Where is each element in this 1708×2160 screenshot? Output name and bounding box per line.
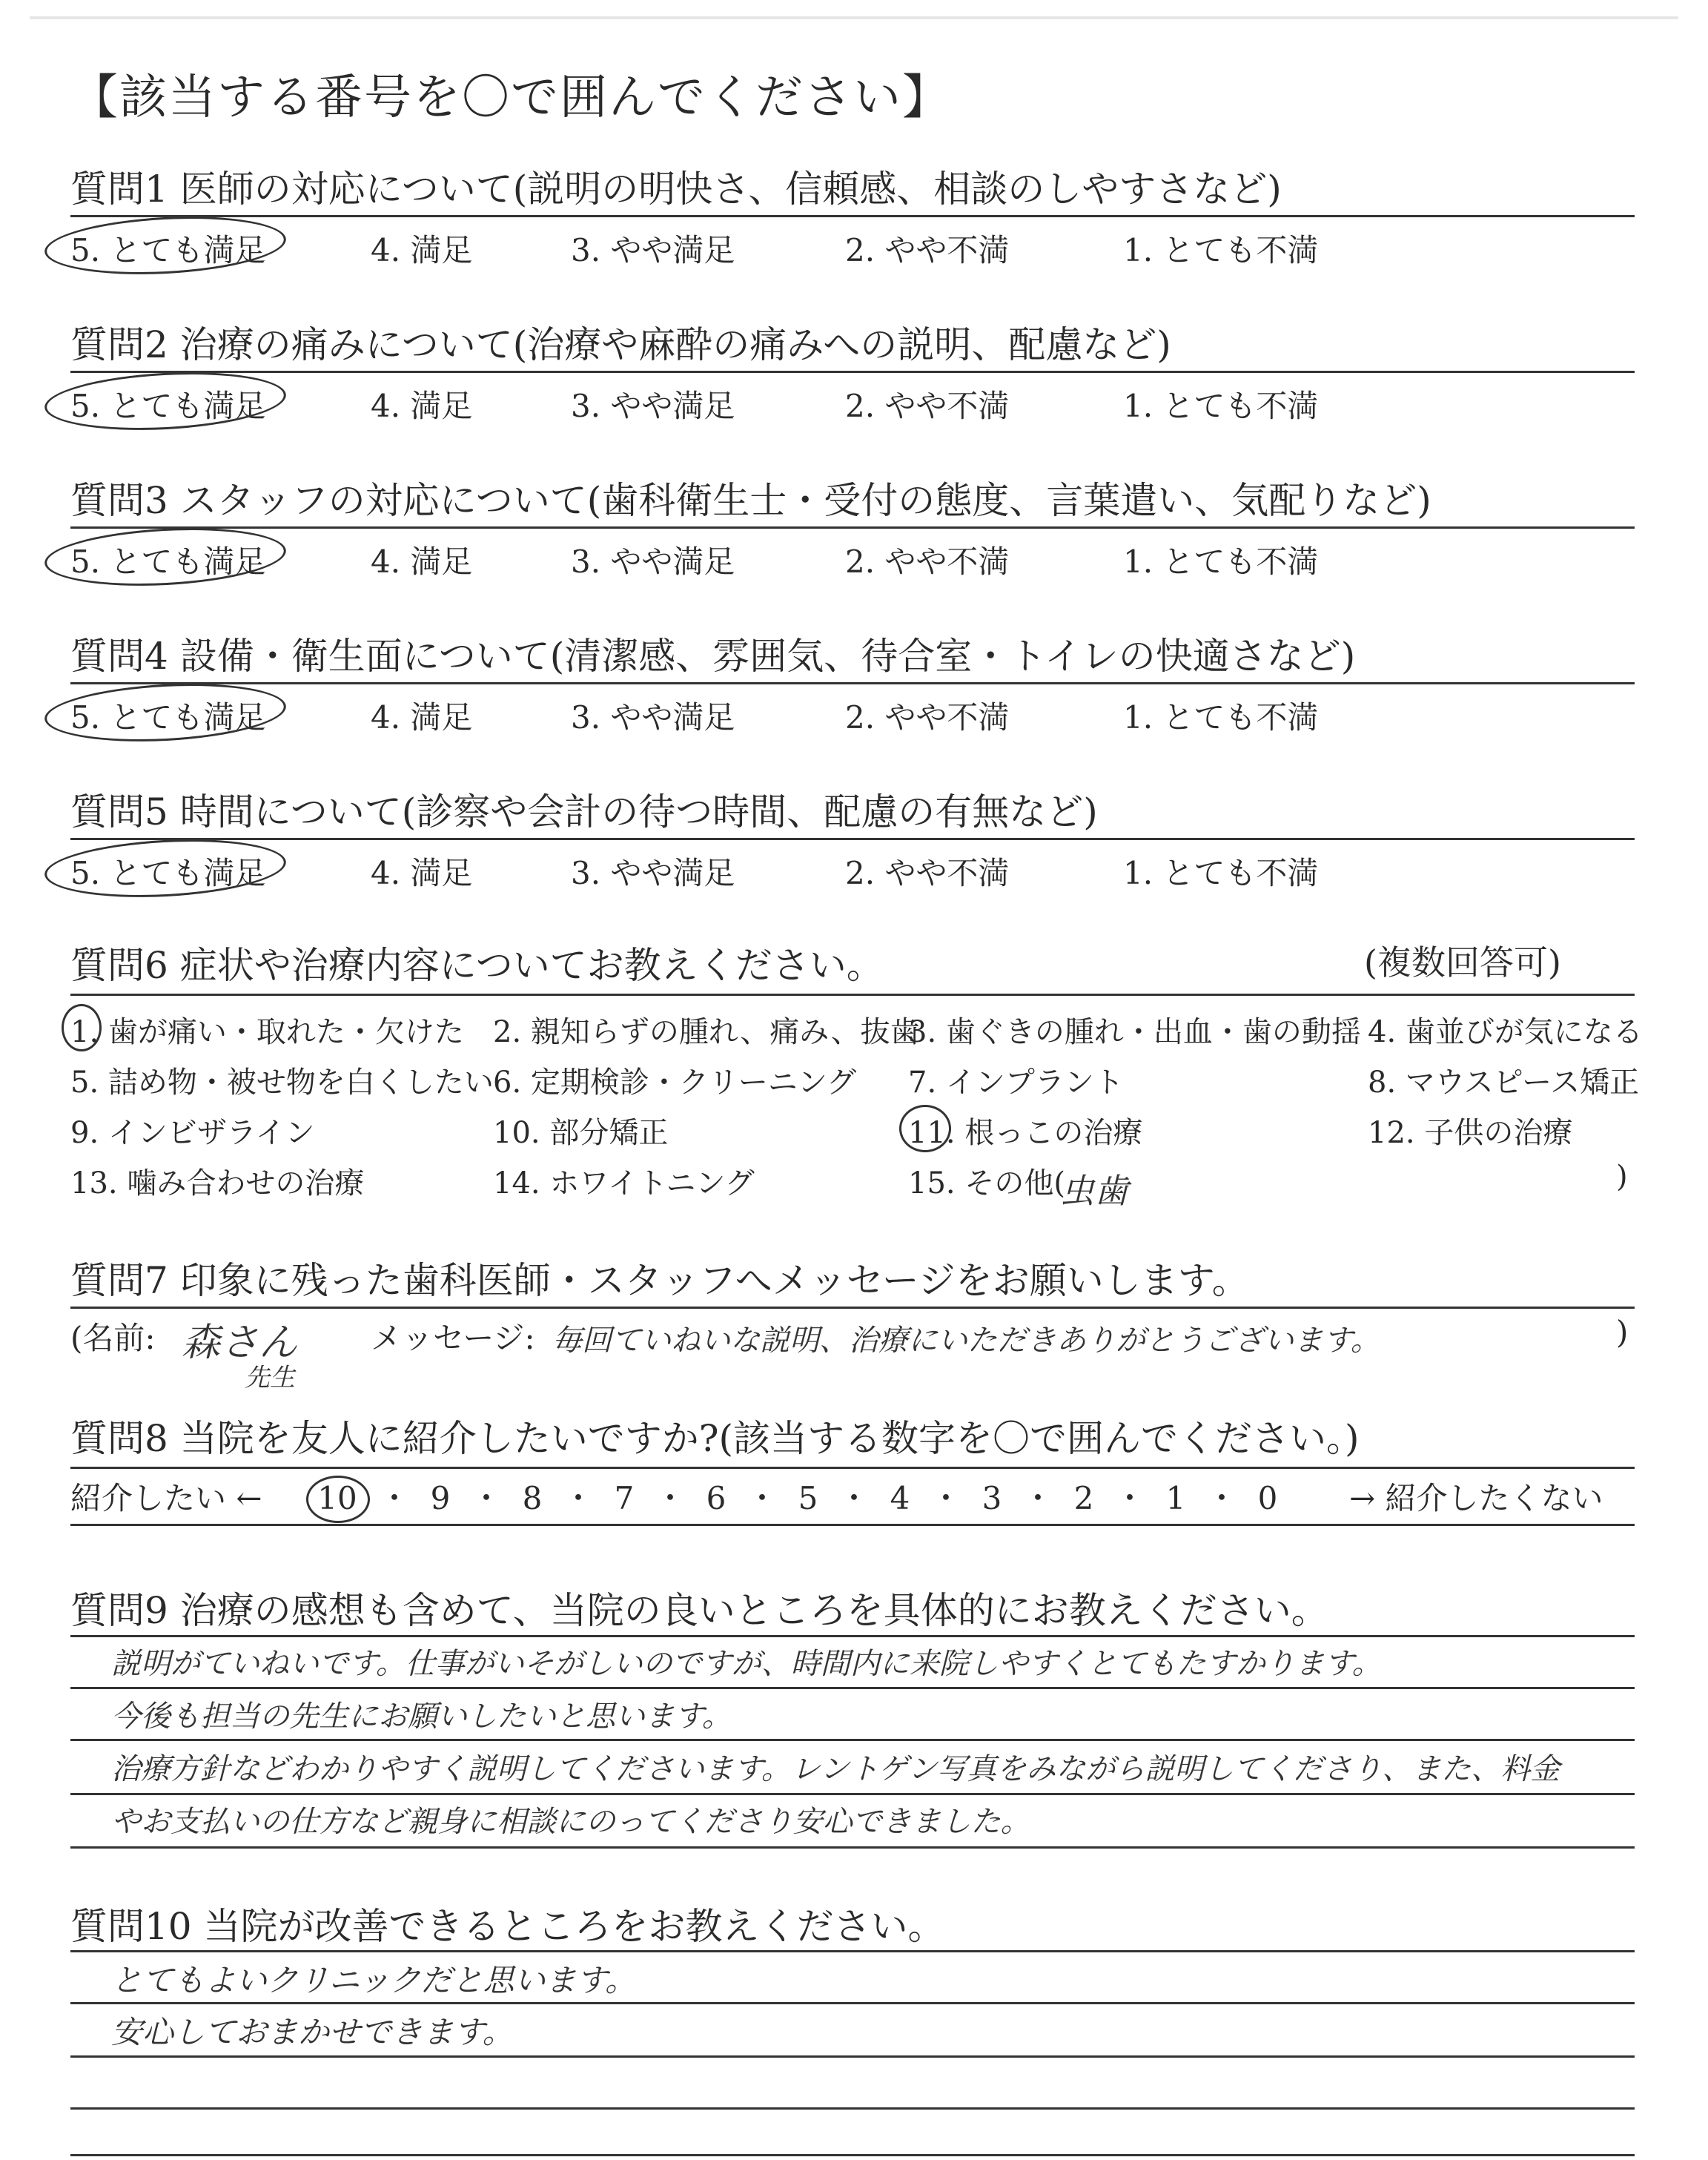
q6-option-3: 3. 歯ぐきの腫れ・出血・歯の動揺 [908,1015,1361,1049]
q4-option-2: 2. やや不満 [845,699,1010,736]
q6-option-13: 13. 噛み合わせの治療 [70,1166,365,1200]
q8-number-7: 7 [614,1480,635,1516]
q6-option-16: ) [1616,1160,1628,1194]
q6-selected-circle-11 [899,1105,951,1152]
q1-option-5: 5. とても満足 [70,232,266,268]
q4-option-3: 3. やや満足 [571,699,735,736]
q3-rule [70,526,1635,529]
q2-option-1: 1. とても不満 [1123,388,1319,424]
q6-option-9: 9. インビザライン [70,1116,315,1150]
q3-option-5: 5. とても満足 [70,544,266,580]
q6-option-15: 15. その他( [908,1166,1065,1200]
q4-heading: 質問4 設備・衛生面について(清潔感、雰囲気、待合室・トイレの快適さなど) [70,635,1356,678]
q8-separator-dot: ・ [1205,1480,1237,1516]
q10-heading: 質問10 当院が改善できるところをお教えください。 [70,1905,945,1948]
q6-option-11: 11. 根っこの治療 [908,1116,1143,1150]
q2-option-4: 4. 満足 [371,388,473,424]
q7-message-value: 毎回ていねいな説明、治療にいただきありがとうございます。 [552,1324,1380,1358]
q8-number-9: 9 [430,1480,451,1516]
top-border [30,16,1678,19]
q8-number-4: 4 [890,1480,910,1516]
q7-name-sub: 先生 [245,1363,295,1393]
q8-number-5: 5 [798,1480,818,1516]
q9-rule-0 [70,1635,1635,1637]
q8-number-3: 3 [982,1480,1002,1516]
q6-rule [70,994,1635,996]
q9-rule-1 [70,1687,1635,1689]
q6-option-14: 14. ホワイトニング [493,1166,755,1200]
q8-number-6: 6 [706,1480,726,1516]
q5-option-5: 5. とても満足 [70,855,266,891]
q4-option-5: 5. とても満足 [70,699,266,736]
q6-option-5: 5. 詰め物・被せ物を白くしたい [70,1066,494,1100]
q6-note: (複数回答可) [1364,942,1561,982]
q2-heading: 質問2 治療の痛みについて(治療や麻酔の痛みへの説明、配慮など) [70,323,1171,366]
q9-answer-line-3: 治療方針などわかりやすく説明してくださいます。レントゲン写真をみながら説明してくださり、また、料金 [111,1752,1560,1786]
q3-option-3: 3. やや満足 [571,544,735,580]
q3-option-2: 2. やや不満 [845,544,1010,580]
q8-bottom-rule [70,1524,1635,1526]
q9-answer-line-1: 説明がていねいです。仕事がいそがしいのですが、時間内に来院しやすくとてもたすかります。 [111,1647,1382,1681]
q6-other-answer: 虫歯 [1060,1171,1128,1211]
q5-option-3: 3. やや満足 [571,855,735,891]
q1-option-3: 3. やや満足 [571,232,735,268]
q1-option-4: 4. 満足 [371,232,473,268]
q9-rule-4 [70,1846,1635,1849]
q9-answer-line-4: やお支払いの仕方など親身に相談にのってくださり安心できました。 [111,1805,1030,1839]
q2-option-5: 5. とても満足 [70,388,266,424]
q8-heading: 質問8 当院を友人に紹介したいですか?(該当する数字を〇で囲んでください。) [70,1417,1360,1460]
q8-left-label: 紹介したい ← [70,1480,262,1516]
q9-heading: 質問9 治療の感想も含めて、当院の良いところを具体的にお教えください。 [70,1589,1328,1632]
q10-rule-0 [70,1950,1635,1952]
q8-right-label: → 紹介したくない [1349,1480,1603,1516]
q10-answer-line-1: とてもよいクリニックだと思います。 [111,1962,637,1998]
q10-answer-line-2: 安心しておまかせできます。 [111,2014,514,2050]
q8-separator-dot: ・ [378,1480,410,1516]
q7-heading: 質問7 印象に残った歯科医師・スタッフへメッセージをお願いします。 [70,1259,1249,1302]
q5-option-1: 1. とても不満 [1123,855,1319,891]
q8-separator-dot: ・ [470,1480,502,1516]
q5-option-4: 4. 満足 [371,855,473,891]
q8-separator-dot: ・ [838,1480,870,1516]
q8-separator-dot: ・ [930,1480,961,1516]
q10-rule-3 [70,2107,1635,2110]
q8-scale [315,1474,1279,1519]
q9-rule-2 [70,1739,1635,1741]
q6-option-4: 4. 歯並びが気になる [1368,1015,1643,1049]
q6-heading: 質問6 症状や治療内容についてお教えください。 [70,944,884,987]
q8-separator-dot: ・ [654,1480,686,1516]
q10-rule-4 [70,2154,1635,2156]
q3-heading: 質問3 スタッフの対応について(歯科衛生士・受付の態度、言葉遣い、気配りなど) [70,479,1431,522]
q8-number-1: 1 [1165,1480,1186,1516]
q8-selected-circle [306,1476,370,1523]
q7-message-label: メッセージ: [371,1320,535,1356]
q4-option-4: 4. 満足 [371,699,473,736]
q6-option-8: 8. マウスピース矯正 [1368,1066,1640,1100]
q1-option-2: 2. やや不満 [845,232,1010,268]
q9-answer-line-2: 今後も担当の先生にお願いしたいと思います。 [111,1700,732,1734]
q5-heading: 質問5 時間について(診察や会計の待つ時間、配慮の有無など) [70,790,1098,833]
q8-separator-dot: ・ [746,1480,778,1516]
q7-name-value: 森さん [182,1321,298,1365]
q6-option-2: 2. 親知らずの腫れ、痛み、抜歯 [493,1015,920,1049]
q4-rule [70,682,1635,684]
q8-number-0: 0 [1257,1480,1278,1516]
q6-option-6: 6. 定期検診・クリーニング [493,1066,857,1100]
page-title: 【該当する番号を〇で囲んでください】 [70,70,951,125]
q3-option-4: 4. 満足 [371,544,473,580]
q6-option-7: 7. インプラント [908,1066,1124,1100]
q8-rule [70,1467,1635,1469]
q4-option-1: 1. とても不満 [1123,699,1319,736]
q8-number-8: 8 [522,1480,543,1516]
q8-separator-dot: ・ [1113,1480,1145,1516]
q7-name-label: (名前: [70,1320,156,1356]
q6-option-10: 10. 部分矯正 [493,1116,669,1150]
q8-separator-dot: ・ [562,1480,594,1516]
q5-option-2: 2. やや不満 [845,855,1010,891]
q2-option-2: 2. やや不満 [845,388,1010,424]
q2-rule [70,371,1635,373]
q1-heading: 質問1 医師の対応について(説明の明快さ、信頼感、相談のしやすさなど) [70,168,1282,211]
q10-rule-2 [70,2055,1635,2058]
q1-option-1: 1. とても不満 [1123,232,1319,268]
q3-option-1: 1. とても不満 [1123,544,1319,580]
q6-option-1: 1. 歯が痛い・取れた・欠けた [70,1015,464,1049]
q10-rule-1 [70,2002,1635,2004]
q7-close: ) [1616,1314,1629,1350]
q8-separator-dot: ・ [1022,1480,1053,1516]
q6-option-12: 12. 子供の治療 [1368,1116,1573,1150]
q1-rule [70,215,1635,217]
q5-rule [70,838,1635,840]
q8-number-2: 2 [1073,1480,1094,1516]
q6-selected-circle-1 [62,1004,102,1051]
q7-rule [70,1307,1635,1309]
q9-rule-3 [70,1793,1635,1795]
q8-number-10: 10 [315,1480,360,1516]
q2-option-3: 3. やや満足 [571,388,735,424]
